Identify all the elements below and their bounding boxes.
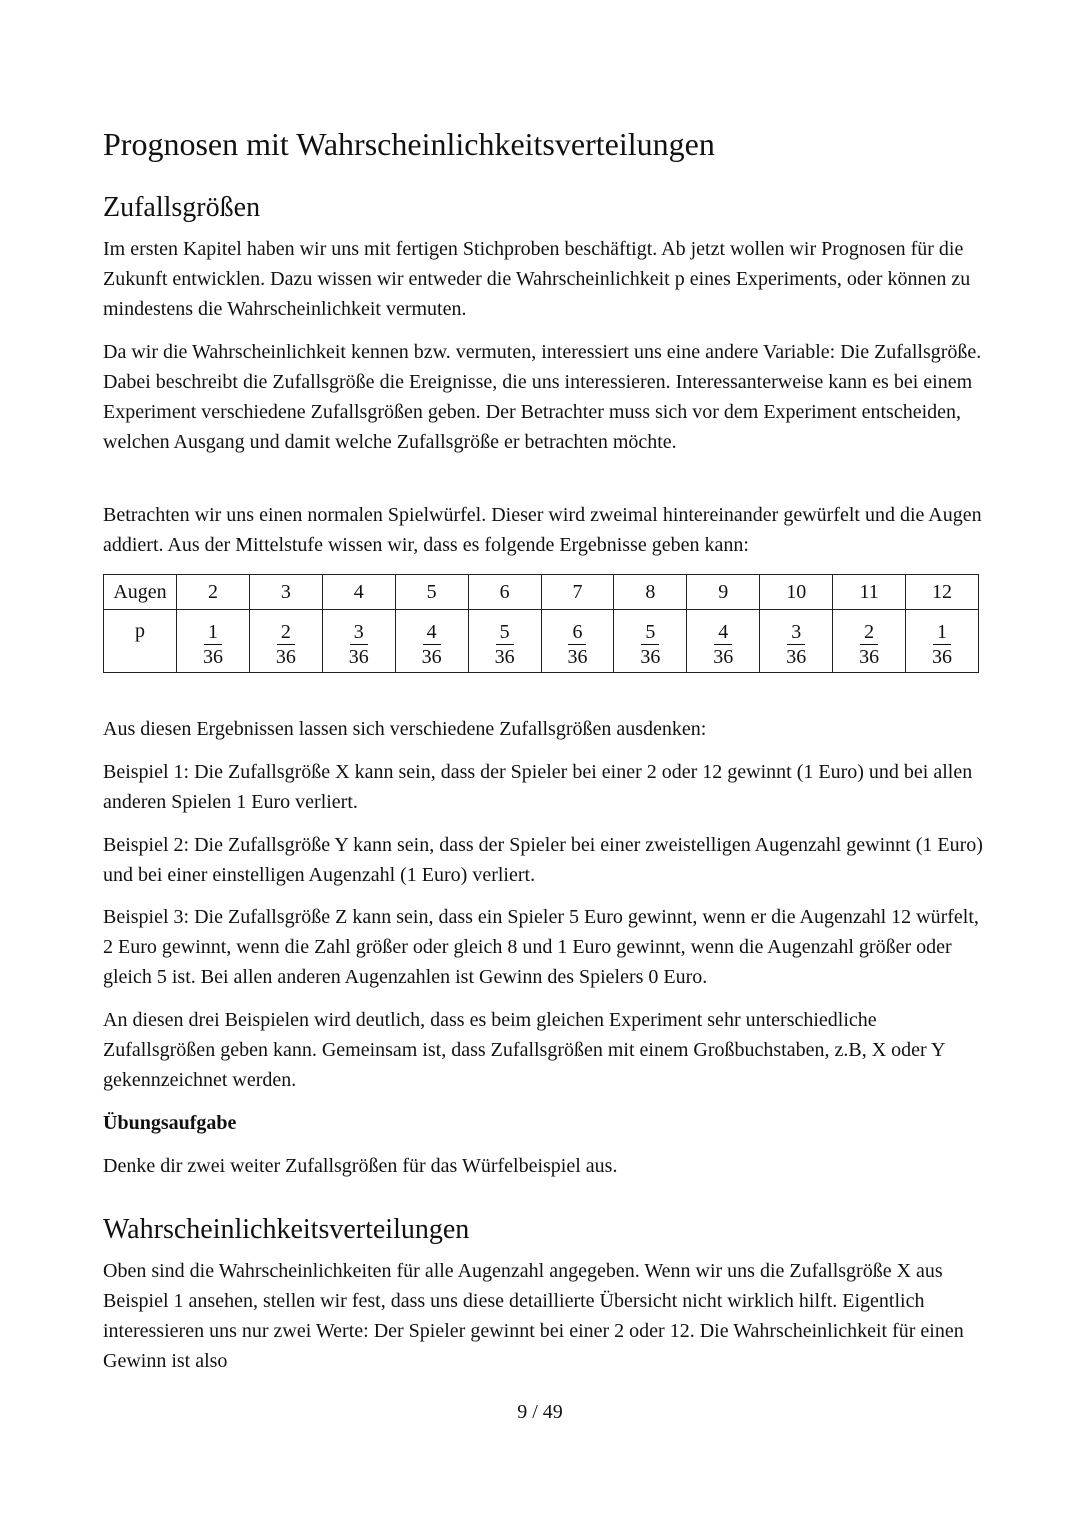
fraction-numerator: 2 [277, 620, 295, 645]
fraction [276, 620, 296, 669]
section-heading-zufallsgroessen: Zufallsgrößen [103, 192, 261, 223]
paragraph-intro: Im ersten Kapitel haben wir uns mit fertigen Stichproben beschäftigt. Ab jetzt wollen wir Prognosen für die Zukunft entwicklen. Dazu wissen wir entweder die Wahrscheinlichkeit p eines Experiments, oder können zu mindestens die Wahrscheinlichkeit vermuten. [103, 238, 971, 320]
fraction-denominator: 36 [786, 646, 807, 668]
paragraph-verteilungen: Oben sind die Wahrscheinlichkeiten für alle Augenzahl angegeben. Wenn wir uns die Zufallsgröße X aus Beispiel 1 ansehen, stellen wir fest, dass uns diese detaillierte Übersicht nicht wirklich hilft. Eigentlich interessieren uns nur zwei Werte: Der Spieler gewinnt bei einer 2 oder 12. Die Wahrscheinlichkeit für einen Gewinn ist also [103, 1260, 964, 1372]
fraction-numerator: 3 [787, 620, 805, 645]
augen-cell: 2 [177, 575, 250, 610]
paragraph-beispiel-3: Beispiel 3: Die Zufallsgröße Z kann sein, dass ein Spieler 5 Euro gewinnt, wenn er die Augenzahl 12 würfelt, 2 Euro gewinnt, wenn die Zahl größer oder gleich 8 und 1 Euro gewinnt, wenn die Augenzahl größer oder gleich 5 ist. Bei allen anderen Augenzahlen ist Gewinn des Spielers 0 Euro. [103, 906, 979, 988]
augen-cell: 5 [395, 575, 468, 610]
paragraph-spielwuerfel: Betrachten wir uns einen normalen Spielwürfel. Dieser wird zweimal hintereinander gewürfelt und die Augen addiert. Aus der Mittelstufe wissen wir, dass es folgende Ergebnisse geben kann: [103, 504, 982, 556]
paragraph-zufallsgroessen-intro: Aus diesen Ergebnissen lassen sich verschiedene Zufallsgrößen ausdenken: [103, 718, 707, 740]
fraction-denominator: 36 [932, 646, 953, 668]
exercise-text: Denke dir zwei weiter Zufallsgrößen für das Würfelbeispiel aus. [103, 1155, 618, 1177]
paragraph-summary: An diesen drei Beispielen wird deutlich, dass es beim gleichen Experiment sehr unterschiedliche Zufallsgrößen geben kann. Gemeinsam ist, dass Zufallsgrößen mit einem Großbuchstaben, z.B, X oder Y gekennzeichnet werden. [103, 1009, 945, 1091]
fraction-numerator: 1 [933, 620, 951, 645]
page-title: Prognosen mit Wahrscheinlichkeitsverteilungen [103, 126, 715, 162]
probability-cell [541, 610, 614, 673]
fraction [932, 620, 952, 669]
fraction-numerator: 4 [423, 620, 441, 645]
augen-cell: 12 [906, 575, 979, 610]
table-row-label: Augen [104, 575, 177, 610]
paragraph-beispiel-1: Beispiel 1: Die Zufallsgröße X kann sein, dass der Spieler bei einer 2 oder 12 gewinnt (1 Euro) und bei allen anderen Spielen 1 Euro verliert. [103, 761, 973, 813]
fraction-denominator: 36 [859, 646, 880, 668]
probability-cell [322, 610, 395, 673]
fraction-denominator: 36 [421, 646, 442, 668]
probability-cell [760, 610, 833, 673]
augen-cell: 6 [468, 575, 541, 610]
fraction [859, 620, 879, 669]
probability-cell [833, 610, 906, 673]
probability-cell [906, 610, 979, 673]
paragraph-beispiel-2: Beispiel 2: Die Zufallsgröße Y kann sein, dass der Spieler bei einer zweistelligen Augenzahl gewinnt (1 Euro) und bei einer einstelligen Augenzahl (1 Euro) verliert. [103, 834, 983, 886]
fraction [422, 620, 442, 669]
fraction-numerator: 3 [350, 620, 368, 645]
table-row-label: p [104, 610, 177, 673]
table-row-p [104, 610, 979, 673]
fraction-denominator: 36 [713, 646, 734, 668]
fraction [786, 620, 806, 669]
section-heading-verteilungen: Wahrscheinlichkeitsverteilungen [103, 1214, 470, 1245]
fraction-denominator: 36 [640, 646, 661, 668]
exercise-heading: Übungsaufgabe [103, 1112, 237, 1134]
paragraph-zufallsgroesse: Da wir die Wahrscheinlichkeit kennen bzw. vermuten, interessiert uns eine andere Variable: Die Zufallsgröße. Dabei beschreibt die Zufallsgröße die Ereignisse, die uns interessieren. Interessanterweise kann es bei einem Experiment verschiedene Zufallsgrößen geben. Der Betrachter muss sich vor dem Experiment entscheiden, welchen Ausgang und damit welche Zufallsgröße er betrachten möchte. [103, 341, 982, 453]
augen-cell: 10 [760, 575, 833, 610]
fraction-denominator: 36 [275, 646, 296, 668]
fraction [567, 620, 587, 669]
fraction-numerator: 5 [496, 620, 514, 645]
fraction [640, 620, 660, 669]
fraction [713, 620, 733, 669]
fraction-denominator: 36 [202, 646, 223, 668]
probability-cell [687, 610, 760, 673]
probability-cell [614, 610, 687, 673]
augen-cell: 4 [322, 575, 395, 610]
augen-cell: 9 [687, 575, 760, 610]
fraction-denominator: 36 [348, 646, 369, 668]
fraction-numerator: 4 [714, 620, 732, 645]
fraction-numerator: 1 [204, 620, 222, 645]
fraction [349, 620, 369, 669]
augen-cell: 8 [614, 575, 687, 610]
probability-cell [395, 610, 468, 673]
page-number: 9 / 49 [517, 1401, 563, 1423]
fraction-numerator: 6 [568, 620, 586, 645]
fraction-denominator: 36 [494, 646, 515, 668]
probability-table [103, 574, 979, 673]
fraction-numerator: 2 [860, 620, 878, 645]
fraction-numerator: 5 [641, 620, 659, 645]
fraction [495, 620, 515, 669]
fraction-denominator: 36 [567, 646, 588, 668]
augen-cell: 11 [833, 575, 906, 610]
table-row-augen [104, 575, 979, 610]
probability-cell [177, 610, 250, 673]
probability-cell [468, 610, 541, 673]
fraction [203, 620, 223, 669]
probability-cell [249, 610, 322, 673]
augen-cell: 3 [249, 575, 322, 610]
augen-cell: 7 [541, 575, 614, 610]
